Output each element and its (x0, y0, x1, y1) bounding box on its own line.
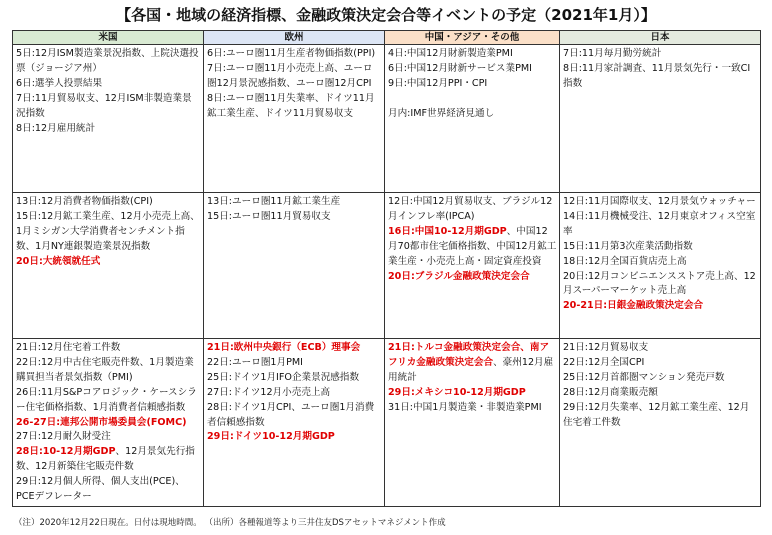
event-item (563, 255, 758, 270)
event-text: 、12月景気先行指数、12月新築住宅販売件数 (16, 446, 195, 473)
event-text: 27日:ドイツ12月小売売上高 (207, 386, 331, 398)
event-item (16, 475, 201, 505)
page-title: 【各国・地域の経済指標、金融政策決定会合等イベントの予定（2021年1月）】 (116, 6, 656, 24)
column-header-europe: 欧州 (204, 31, 385, 45)
event-highlight: 26-27日:連邦公開市場委員会(FOMC) (16, 416, 187, 428)
event-text: 20日:12月コンビニエンスストア売上高、12月スーパーマーケット売上高 (563, 270, 756, 297)
event-highlight: 20-21日:日銀金融政策決定会合 (563, 300, 704, 312)
cell-us (13, 339, 204, 507)
event-item (388, 195, 557, 225)
event-item (563, 195, 758, 210)
event-item (16, 356, 201, 386)
event-item (563, 401, 758, 431)
event-text: 22日:ユーロ圏1月PMI (207, 356, 303, 368)
event-text: 12日:中国12月貿易収支、ブラジル12月インフレ率(IPCA) (388, 196, 553, 222)
week-row (13, 193, 761, 339)
event-text: 8日:12月雇用統計 (16, 122, 96, 134)
event-text: 12日:11月国際収支、12月景気ウォッチャー (563, 196, 756, 207)
event-text: 6日:ユーロ圏11月生産者物価指数(PPI) (207, 48, 376, 59)
event-calendar-table (12, 30, 761, 507)
event-item (388, 341, 557, 386)
event-highlight: 21日:トルコ金融政策決定会合、南アフリカ金融政策決定会合 (388, 342, 550, 368)
event-item (16, 416, 201, 431)
event-text: 22日:12月全国CPI (563, 356, 645, 368)
event-highlight: 20日:ブラジル金融政策決定会合 (388, 270, 530, 282)
event-item (388, 77, 557, 92)
event-item (207, 371, 382, 386)
event-text: 28日:12月商業販売額 (563, 386, 658, 398)
event-item (563, 270, 758, 300)
event-item (563, 341, 758, 356)
event-text: 26日:11月S&Pコアロジック・ケースシラー住宅価格指数、1月消費者信頼感指数 (16, 386, 197, 413)
cell-asia-other (385, 339, 560, 507)
event-item (563, 240, 758, 255)
event-item (388, 270, 557, 285)
cell-europe (204, 45, 385, 193)
event-text: 8日:11月家計調査、11月景気先行・一致CI指数 (563, 62, 751, 89)
event-item (207, 430, 382, 445)
event-item (388, 107, 557, 122)
event-item (563, 299, 758, 314)
event-item (16, 386, 201, 416)
event-text: 8日:ユーロ圏11月失業率、ドイツ11月鉱工業生産、ドイツ11月貿易収支 (207, 92, 375, 119)
event-item (388, 386, 557, 401)
event-item (207, 195, 382, 210)
event-item (388, 92, 557, 107)
event-highlight: 29日:ドイツ10-12月期GDP (207, 431, 335, 443)
event-text: 13日:12月消費者物価指数(CPI) (16, 196, 153, 207)
event-item (563, 210, 758, 240)
event-text: 18日:12月全国百貨店売上高 (563, 255, 687, 267)
event-text: 27日:12月耐久財受注 (16, 431, 111, 443)
event-text: 15日:11月第3次産業活動指数 (563, 240, 693, 252)
event-text: 月内:IMF世界経済見通し (388, 107, 495, 119)
event-text: 9日:中国12月PPI・CPI (388, 77, 488, 89)
event-item (563, 356, 758, 371)
week-row (13, 45, 761, 193)
event-text: 21日:12月貿易収支 (563, 342, 649, 353)
event-item (16, 122, 201, 137)
cell-us (13, 45, 204, 193)
event-item (16, 195, 201, 210)
event-item (16, 445, 201, 475)
event-item (16, 341, 201, 356)
event-text: 7日:11月貿易収支、12月ISM非製造業景況指数 (16, 92, 192, 119)
event-item (388, 225, 557, 270)
cell-japan (560, 339, 761, 507)
event-text: 29日:12月個人所得、個人支出(PCE)、PCEデフレーター (16, 476, 185, 503)
event-item (207, 92, 382, 122)
event-text: 5日:12月ISM製造業景況指数、上院決選投票（ジョージア州） (16, 48, 199, 74)
event-highlight: 28日:10-12月期GDP (16, 446, 116, 458)
event-item (16, 92, 201, 122)
event-item (16, 77, 201, 92)
event-item (563, 371, 758, 386)
event-text: 25日:12月首都圏マンション発売戸数 (563, 371, 725, 383)
event-text: 25日:ドイツ1月IFO企業景況感指数 (207, 371, 360, 383)
event-item (16, 255, 201, 270)
event-text: 15日:12月鉱工業生産、12月小売売上高、1月ミシガン大学消費者センチメント指数、1月NY連銀製造業景況指数 (16, 210, 200, 252)
footnote: （注）2020年12月22日現在。日付は現地時間。 （出所）各種報道等より三井住友DSアセットマネジメント作成 (14, 518, 446, 528)
event-text: 7日:ユーロ圏11月小売売上高、ユーロ圏12月景況感指数、ユーロ圏12月CPI (207, 62, 373, 89)
event-highlight: 29日:メキシコ10-12月期GDP (388, 386, 526, 398)
event-item (207, 356, 382, 371)
cell-asia-other (385, 193, 560, 339)
event-text: 6日:選挙人投票結果 (16, 77, 103, 89)
cell-asia-other (385, 45, 560, 193)
cell-japan (560, 45, 761, 193)
event-highlight: 21日:欧州中央銀行（ECB）理事会 (207, 342, 361, 353)
event-item (207, 386, 382, 401)
event-text: 13日:ユーロ圏11月鉱工業生産 (207, 196, 341, 207)
event-item (563, 386, 758, 401)
event-item (16, 47, 201, 77)
event-item (207, 210, 382, 225)
event-item (16, 430, 201, 445)
event-text: 28日:ドイツ1月CPI、ユーロ圏1月消費者信頼感指数 (207, 401, 375, 428)
event-item (207, 62, 382, 92)
event-text: 15日:ユーロ圏11月貿易収支 (207, 210, 331, 222)
column-header-asia-other: 中国・アジア・その他 (385, 31, 560, 45)
event-text: 31日:中国1月製造業・非製造業PMI (388, 401, 542, 413)
event-text: 22日:12月中古住宅販売件数、1月製造業購買担当者景気指数（PMI) (16, 356, 194, 383)
event-text: 、豪州12月雇用統計 (388, 356, 554, 383)
event-highlight: 20日:大統領就任式 (16, 255, 101, 267)
event-item (563, 47, 758, 62)
event-text: 6日:中国12月財新サービス業PMI (388, 62, 532, 74)
cell-europe (204, 193, 385, 339)
week-row (13, 339, 761, 507)
event-highlight: 16日:中国10-12月期GDP (388, 225, 507, 237)
header-row (13, 31, 761, 45)
event-item (207, 341, 382, 356)
event-text: 29日:12月失業率、12月鉱工業生産、12月住宅着工件数 (563, 401, 750, 428)
cell-europe (204, 339, 385, 507)
event-item (207, 47, 382, 62)
event-item (207, 401, 382, 431)
column-header-us: 米国 (13, 31, 204, 45)
event-text: 4日:中国12月財新製造業PMI (388, 48, 513, 59)
event-text: 21日:12月住宅着工件数 (16, 342, 121, 353)
event-item (388, 47, 557, 62)
event-text: 14日:11月機械受注、12月東京オフィス空室率 (563, 210, 756, 237)
column-header-japan: 日本 (560, 31, 761, 45)
event-item (563, 62, 758, 92)
event-text: 、中国12月70都市住宅価格指数、中国12月鉱工業生産・小売売上高・固定資産投資 (388, 225, 557, 267)
event-item (388, 401, 557, 416)
event-item (16, 210, 201, 255)
cell-japan (560, 193, 761, 339)
event-item (388, 62, 557, 77)
cell-us (13, 193, 204, 339)
event-text: 7日:11月毎月勤労統計 (563, 48, 662, 59)
